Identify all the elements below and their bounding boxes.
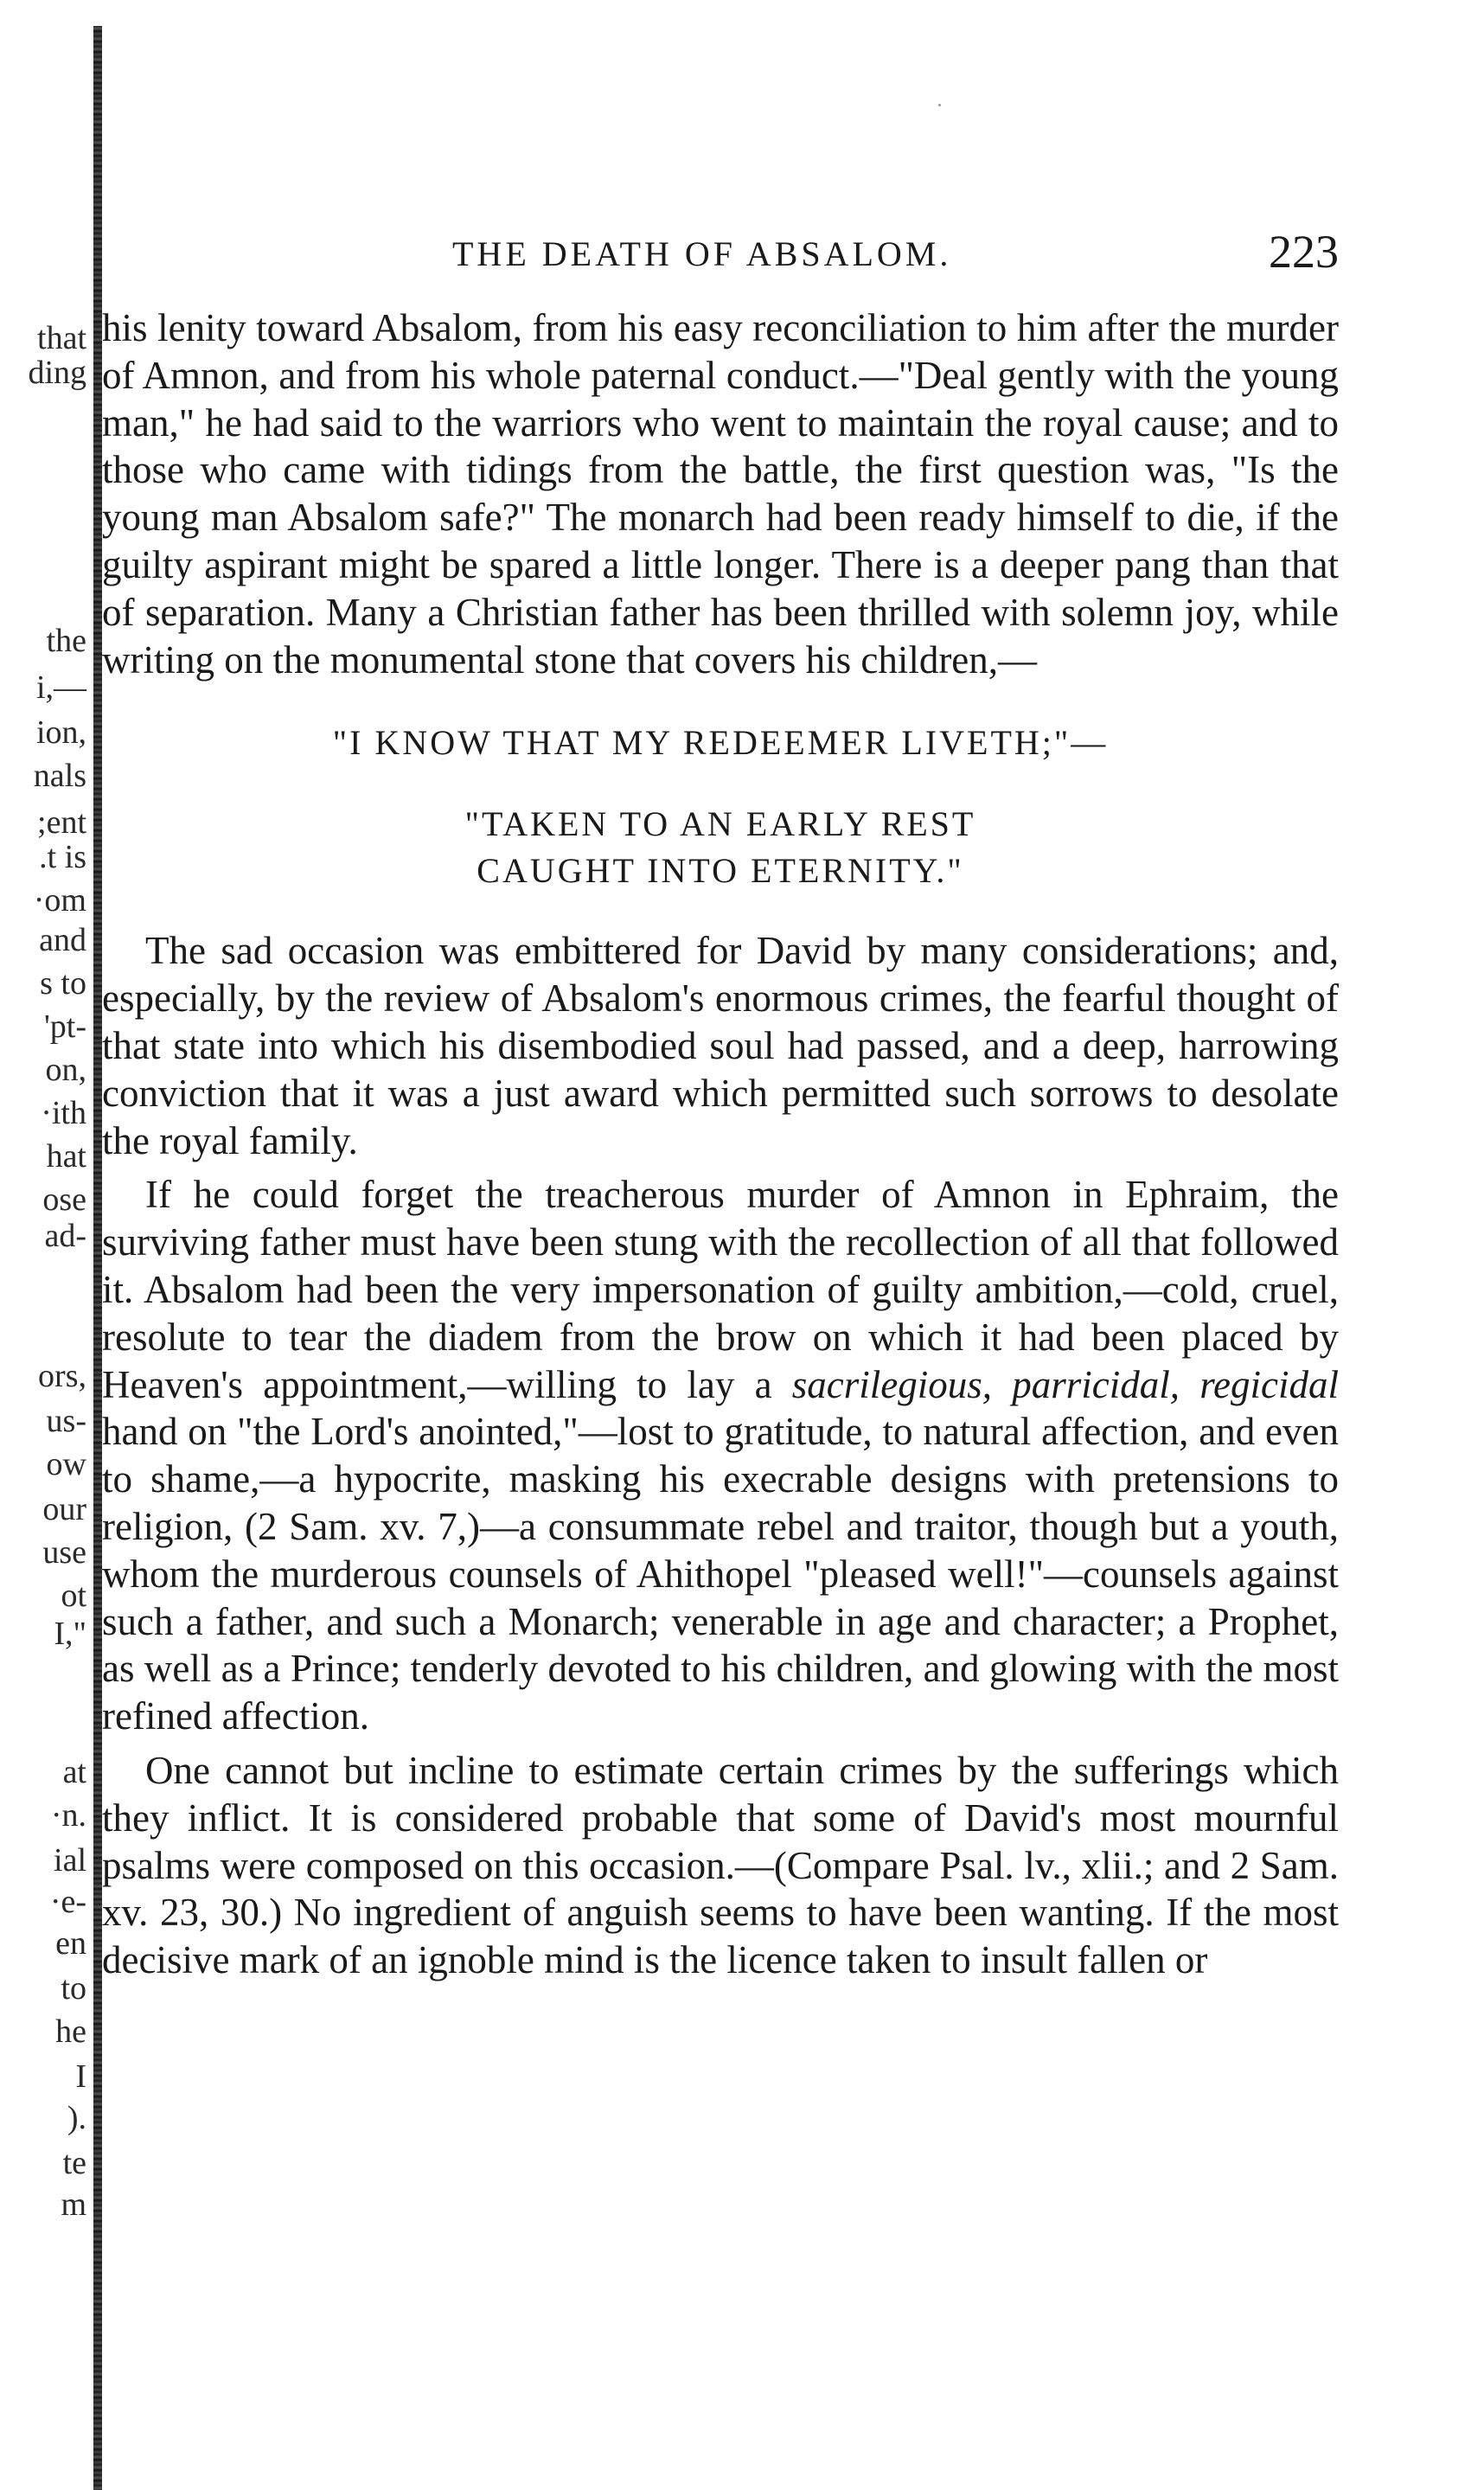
gutter-fragment: m [61,2186,86,2223]
gutter-fragment: te [62,2145,86,2181]
epitaph-quote-2 [102,801,1339,894]
epitaph-quote-2-line-1: "TAKEN TO AN EARLY REST [464,804,976,844]
gutter-fragment: ·n. [50,1797,86,1834]
gutter-fragment: and [39,922,86,958]
gutter-fragment: ·om [33,882,86,919]
gutter-fragment: en [55,1925,86,1962]
gutter-fragment: 'pt- [43,1008,86,1045]
gutter-fragment: nals [33,758,86,794]
gutter-fragment: us- [46,1403,86,1439]
gutter-fragment: on, [45,1052,86,1088]
paragraph-3 [102,1171,1339,1740]
gutter-fragment: the [46,623,86,659]
book-binding-edge [93,26,102,2490]
book-page [102,225,1339,1984]
gutter-fragment: ad- [44,1218,86,1254]
gutter-fragment: to [61,1970,86,2007]
gutter-fragment: that [37,320,86,356]
gutter-fragment: ion, [35,714,86,751]
speck [938,104,941,106]
page-number: 223 [1269,226,1339,278]
running-head-title: THE DEATH OF ABSALOM. [452,234,952,273]
adjacent-page-gutter [0,0,93,2490]
gutter-fragment: ow [46,1446,86,1482]
gutter-fragment: hat [46,1138,86,1175]
gutter-fragment: use [42,1534,86,1571]
gutter-fragment: ose [42,1181,86,1218]
epitaph-quote-2-line-2: CAUGHT INTO ETERNITY." [477,851,964,891]
gutter-fragment: at [62,1754,86,1790]
paragraph-4: One cannot but incline to estimate certain crimes by the sufferings which they inflict. It is considered probable that some of David's most mournful psalms were composed on this occasion.—(Compare Psal. lv., xlii.; and 2 Sam. xv. 23, 30.) No ingredient of anguish seems to have been wanting. If the most decisive mark of an ignoble mind is the licence taken to insult fallen or [102,1748,1339,1982]
gutter-fragment: s to [40,965,86,1002]
epitaph-quote-1: "I KNOW THAT MY REDEEMER LIVETH;"— [332,723,1109,763]
paragraph-3-part-a: If he could forget the treacherous murder of Amnon in Ephraim, the surviving father must have been stung with the recollection of all that followed it. Absalom had been the very impersonation of guilty ambition,—cold, cruel, resolute to tear the diadem from the brow on which it had been placed by Heaven's appointment,—willing to lay a [102,1173,1339,1406]
gutter-fragment: ding [28,355,86,391]
gutter-fragment: ial [54,1842,86,1879]
paragraph-3-italic: sacrilegious, parricidal, regicidal [791,1362,1340,1406]
gutter-fragment: I [75,2058,86,2095]
gutter-fragment: i,— [35,669,86,706]
paragraph-3-part-b: hand on "the Lord's anointed,"—lost to gratitude, to natural affection, and even to shame,—a hypocrite, masking his execrable designs with pretensions to religion, (2 Sam. xv. 7,)—a consummate rebel and traitor, though but a youth, whom the murderous counsels of Ahithopel "pleased well!"—counsels against such a father, and such a Monarch; venerable in age and character; a Prophet, as well as a Prince; tenderly devoted to his children, and glowing with the most refined affection. [102,1410,1339,1738]
gutter-fragment: ·e- [49,1884,86,1920]
gutter-fragment: .t is [39,839,86,875]
gutter-fragment: he [55,2013,86,2050]
paragraph-1: his lenity toward Absalom, from his easy reconciliation to him after the murder of Amnon, and from his whole paternal conduct.—"Deal gently with the young man," he had said to the warriors who went to maintain the royal cause; and to those who came with tidings from the battle, the first question was, "Is the young man Absalom safe?" The monarch had been ready himself to die, if the guilty aspirant might be spared a little longer. There is a deeper pang than that of separation. Many a Christian father has been thrilled with solemn joy, while writing on the monumental stone that covers his children,— [102,306,1339,682]
gutter-fragment: ). [67,2100,86,2136]
paragraph-2: The sad occasion was embittered for David by many considerations; and, especially, by the review of Absalom's enormous crimes, the fearful thought of that state into which his disembodied soul had passed, and a deep, harrowing conviction that it was a just award which permitted such sorrows to desolate the royal family. [102,929,1339,1162]
gutter-fragment: ot [61,1578,86,1614]
gutter-fragment: ·ith [41,1095,86,1131]
gutter-fragment: ors, [38,1358,86,1394]
gutter-fragment: ;ent [37,804,86,841]
gutter-fragment: our [42,1491,86,1527]
running-head [102,225,1339,285]
gutter-fragment: I," [54,1616,86,1652]
